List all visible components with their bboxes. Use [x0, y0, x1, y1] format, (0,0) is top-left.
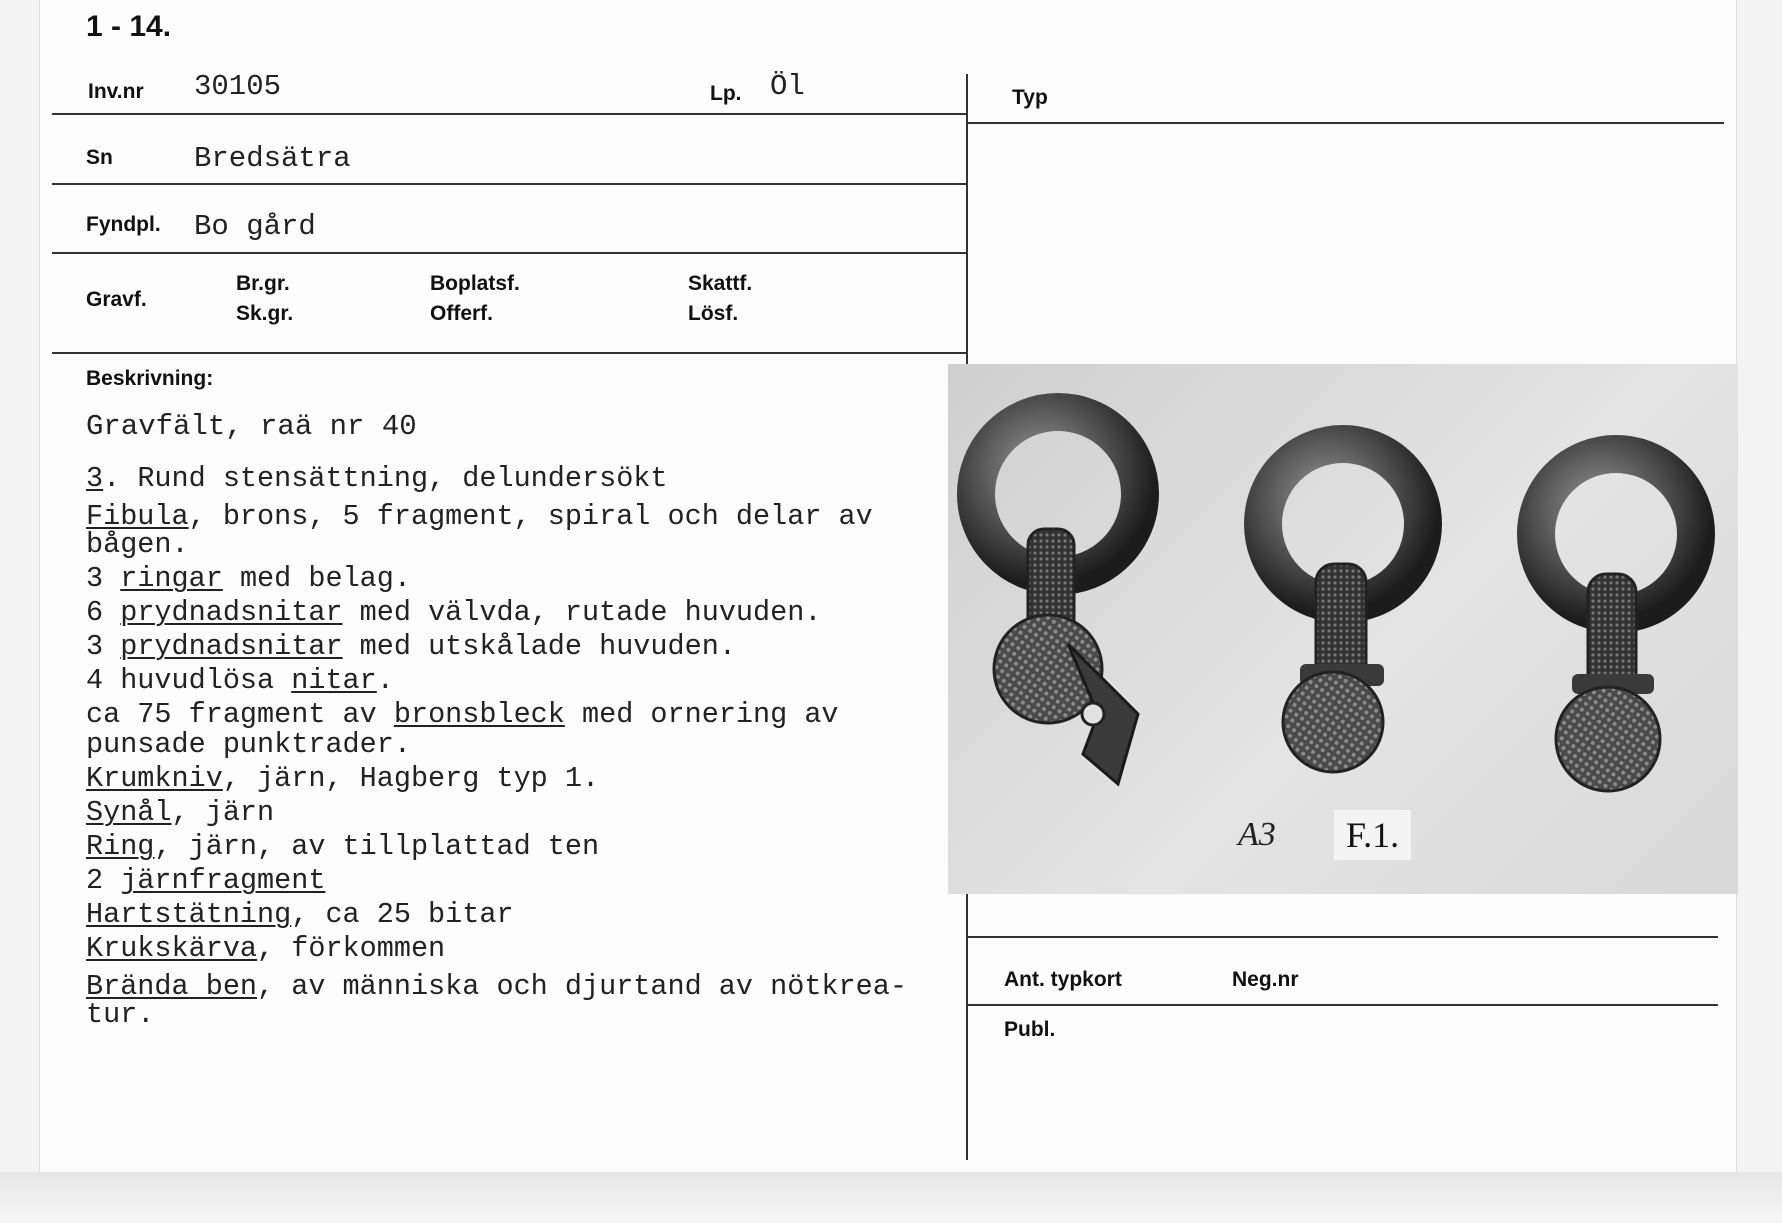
description-line: 4 huvudlösa nitar. [86, 664, 394, 697]
description-line: Gravfält, raä nr 40 [86, 410, 417, 443]
description-line: Fibula, brons, 5 fragment, spiral och delar av [86, 500, 873, 533]
typ-label: Typ [1012, 86, 1048, 109]
beskrivning-label: Beskrivning: [86, 367, 214, 390]
divider [966, 122, 1724, 124]
fyndpl-value: Bo gård [194, 210, 316, 243]
description-line: Ring, järn, av tillplattad ten [86, 830, 600, 863]
description-line: 2 järnfragment [86, 864, 326, 897]
description-body [86, 462, 986, 1032]
ring-artifact-3 [1536, 454, 1696, 791]
description-line: Synål, järn [86, 796, 275, 829]
losf-label: Lösf. [688, 302, 739, 325]
divider [52, 183, 966, 185]
description-line: ca 75 fragment av bronsbleck med ornering av [86, 698, 839, 731]
divider [52, 113, 966, 115]
card-number: 1 - 14. [86, 10, 172, 43]
ring-artifact-2 [1263, 444, 1423, 772]
photo-tag: F.1. [1334, 810, 1411, 860]
lp-value: Öl [770, 70, 805, 103]
offerf-label: Offerf. [430, 302, 493, 325]
description-line: 6 prydnadsnitar med välvda, rutade huvuden. [86, 596, 822, 629]
divider [52, 252, 966, 254]
publ-label: Publ. [1004, 1018, 1056, 1041]
inv-value: 30105 [194, 70, 282, 103]
gravf-label: Gravf. [86, 288, 147, 311]
ring-artifact-1 [976, 412, 1140, 784]
skattf-label: Skattf. [688, 272, 753, 295]
brgr-label: Br.gr. [236, 272, 290, 295]
skgr-label: Sk.gr. [236, 302, 294, 325]
divider [966, 936, 1718, 938]
divider [966, 1004, 1718, 1006]
description-line: punsade punktrader. [86, 728, 411, 761]
sn-value: Bredsätra [194, 142, 351, 175]
photo-label-left: A3 [1238, 816, 1276, 853]
card-bottom-edge [0, 1172, 1782, 1223]
boplatsf-label: Boplatsf. [430, 272, 520, 295]
ant-typkort-label: Ant. typkort [1004, 968, 1122, 991]
description-line: 3 prydnadsnitar med utskålade huvuden. [86, 630, 736, 663]
description-line: 3 ringar med belag. [86, 562, 411, 595]
description-line: Krumkniv, järn, Hagberg typ 1. [86, 762, 600, 795]
description-line: 3. Rund stensättning, delundersökt [86, 462, 668, 495]
lp-label: Lp. [710, 82, 742, 105]
divider [52, 352, 966, 354]
artifact-photo [948, 364, 1738, 894]
inv-label: Inv.nr [88, 80, 144, 103]
neg-nr-label: Neg.nr [1232, 968, 1299, 991]
description-line: tur. [86, 998, 155, 1031]
fyndpl-label: Fyndpl. [86, 213, 161, 236]
description-line: Krukskärva, förkommen [86, 932, 446, 965]
description-line: Brända ben, av människa och djurtand av nötkrea- [86, 970, 907, 1003]
description-line: bågen. [86, 528, 189, 561]
sn-label: Sn [86, 146, 113, 169]
description-line: Hartstätning, ca 25 bitar [86, 898, 514, 931]
